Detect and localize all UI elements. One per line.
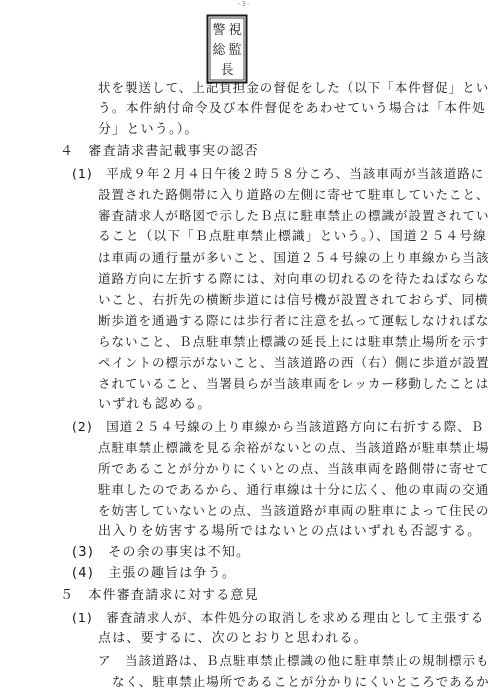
text-line: 審査請求人が略図で示したＢ点に駐車禁止の標識が設置されてい — [98, 208, 490, 223]
text-line: は車両の通行量が多いこと、国道２５４号線の上り車線から当該 — [98, 250, 490, 265]
text-line: ること（以下「Ｂ点駐車禁止標識」という。）、国道２５４号線 — [98, 229, 487, 244]
text-line: (2) 国道２５４号線の上り車線から当該道路方向に右折する際、Ｂ — [72, 419, 485, 434]
seal-char-1: 警 — [212, 23, 226, 38]
text-line: 出入りを妨害する場所ではないとの点はいずれも否認する。 — [98, 524, 482, 539]
text-line: 状を製送して、上記負担金の督促をした（以下「本件督促」とい — [98, 80, 490, 95]
text-line: 駐車したのであるから、通行車線は十分に広く、他の車両の交通 — [98, 482, 490, 497]
text-line: (1) 平成９年２月４日午後２時５８分ころ、当該車両が当該道路に — [72, 166, 485, 181]
text-line: いずれも認める。 — [98, 397, 212, 412]
text-line: を妨害していないとの点、当該道路が車両の駐車によって住民の — [98, 503, 490, 518]
section-heading-4: ４ 審査請求書記載事実の認否 — [60, 144, 259, 159]
seal-char-3: 総 — [212, 43, 226, 58]
page-number: -3- — [238, 0, 251, 8]
text-line: (1) 審査請求人が、本件処分の取消しを求める理由として主張する — [72, 610, 485, 625]
seal-char-2: 視 — [228, 23, 242, 38]
seal-graphic — [206, 14, 248, 84]
text-line: 道路方向に左折する際には、対向車の切れるのを待たねばならな — [98, 271, 490, 286]
document-body — [0, 78, 500, 687]
text-line: 所であることが分かりにくいとの点、当該車両を路側帯に寄せて — [98, 461, 490, 476]
text-line: ペイントの標示がないこと、当該道路の西（右）側に歩道が設置 — [98, 355, 490, 370]
text-line: う。本件納付命令及び本件督促をあわせていう場合は「本件処 — [98, 101, 486, 116]
text-line: 断歩道を通過する際には歩行者に注意を払って運転しなければな — [98, 313, 490, 328]
seal-char-5: 長 — [220, 63, 234, 78]
text-line: 設置された路側帯に入り道路の左側に寄せて駐車していたこと、 — [98, 187, 490, 202]
text-line: ア 当該道路は、Ｂ点駐車禁止標識の他に駐車禁止の規制標示も — [98, 653, 490, 668]
text-line: 点駐車禁止標識を見る余裕がないとの点、当該道路が駐車禁止場 — [98, 440, 490, 455]
seal-char-4: 監 — [228, 43, 242, 58]
text-line: されていること、当署員らが当該車両をレッカー移動したことは — [98, 376, 490, 391]
text-line: 分」という。）。 — [98, 122, 199, 137]
text-line: (3) その余の事実は不知。 — [72, 545, 251, 560]
text-line: らないこと、Ｂ点駐車禁止標識の延長上には駐車禁止場所を示す — [98, 334, 490, 349]
text-line: なく、駐車禁止場所であることが分かりにくいところであるか — [112, 674, 490, 689]
official-seal-stamp — [206, 14, 248, 84]
section-heading-5: ５ 本件審査請求に対する意見 — [60, 588, 259, 603]
text-line: (4) 主張の趣旨は争う。 — [72, 566, 237, 581]
text-line: いこと、右折先の横断歩道には信号機が設置されておらず、同横 — [98, 292, 489, 307]
text-line: 点は、要するに、次のとおりと思われる。 — [98, 631, 368, 646]
